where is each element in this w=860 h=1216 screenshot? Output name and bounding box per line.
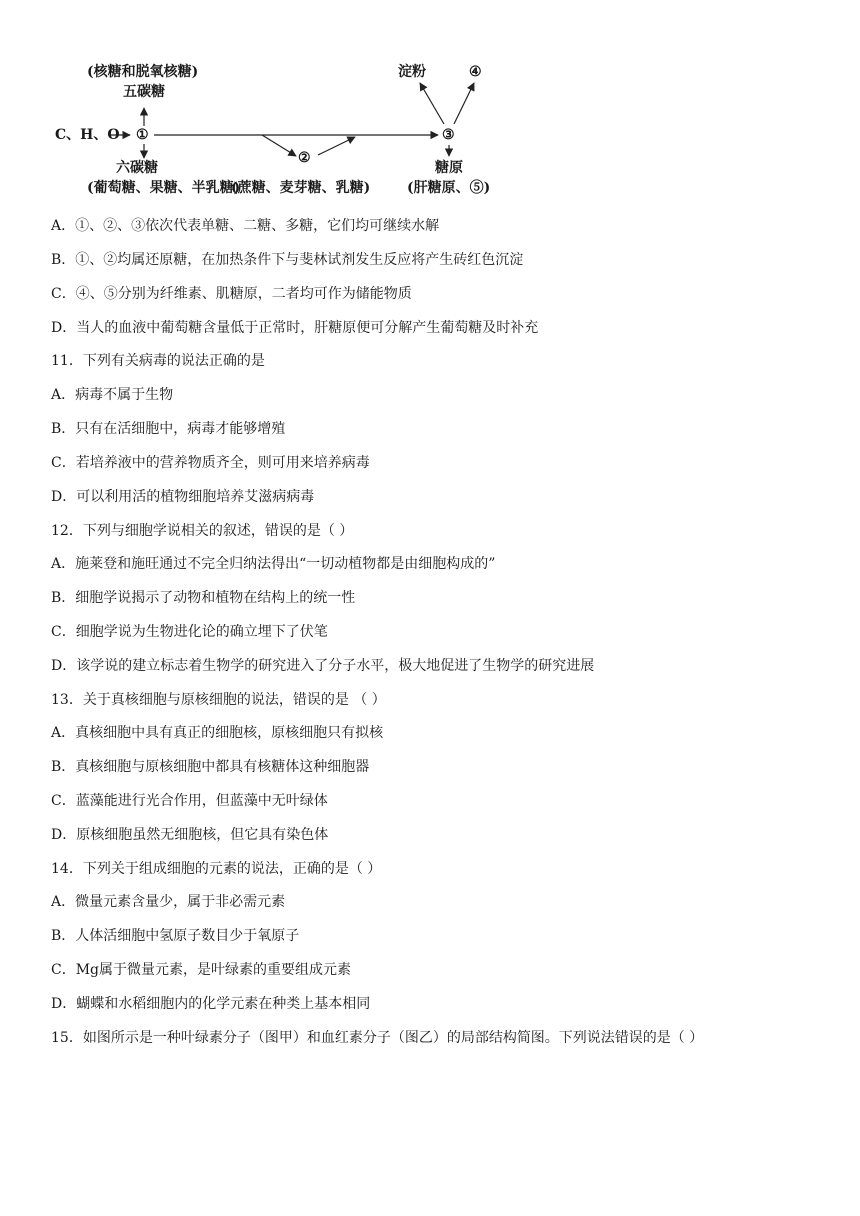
option-line: D．原核细胞虽然无细胞核，但它具有染色体: [51, 827, 329, 843]
option-line: A．①、②、③依次代表单糖、二糖、多糖，它们均可继续水解: [51, 218, 440, 234]
arrow-node3-to-starch: [420, 83, 444, 124]
option-line: B．人体活细胞中氢原子数目少于氧原子: [51, 928, 300, 944]
option-line: D．可以利用活的植物细胞培养艾滋病病毒: [51, 489, 315, 505]
pentose-note: (核糖和脱氧核糖): [87, 64, 199, 80]
option-line: B．①、②均属还原糖，在加热条件下与斐林试剂发生反应将产生砖红色沉淀: [51, 252, 524, 268]
question-stem: 11．下列有关病毒的说法正确的是: [51, 353, 265, 369]
option-line: D．当人的血液中葡萄糖含量低于正常时，肝糖原便可分解产生葡萄糖及时补充: [51, 320, 539, 336]
node-1: ①: [136, 127, 149, 143]
option-line: A．病毒不属于生物: [51, 387, 174, 403]
hexose-label: 六碳糖: [116, 160, 158, 176]
question-stem: 14．下列关于组成细胞的元素的说法，正确的是（ ）: [51, 861, 382, 877]
option-line: C．若培养液中的营养物质齐全，则可用来培养病毒: [51, 455, 370, 471]
option-line: B．真核细胞与原核细胞中都具有核糖体这种细胞器: [51, 759, 370, 775]
disaccharide-note: (蔗糖、麦芽糖、乳糖): [231, 180, 371, 196]
option-line: C．细胞学说为生物进化论的确立埋下了伏笔: [51, 624, 328, 640]
starch-label: 淀粉: [398, 64, 426, 80]
arrow-node2-to-main: [318, 137, 355, 155]
node-2: ②: [298, 150, 311, 166]
option-line: C．Mg属于微量元素，是叶绿素的重要组成元素: [51, 962, 352, 978]
node-4: ④: [469, 64, 482, 80]
option-line: A．微量元素含量少，属于非必需元素: [51, 894, 286, 910]
option-line: C．蓝藻能进行光合作用，但蓝藻中无叶绿体: [51, 793, 328, 809]
pentose-label: 五碳糖: [123, 84, 165, 100]
question-stem: 13．关于真核细胞与原核细胞的说法，错误的是 （ ）: [51, 692, 386, 708]
question-stem: 12．下列与细胞学说相关的叙述，错误的是（ ）: [51, 523, 354, 539]
option-line: C．④、⑤分别为纤维素、肌糖原，二者均可作为储能物质: [51, 286, 412, 302]
node-3: ③: [442, 127, 455, 143]
arrow-to-node2: [262, 135, 296, 156]
hexose-note: (葡萄糖、果糖、半乳糖): [87, 180, 241, 196]
carbohydrate-classification-diagram: [50, 58, 510, 203]
option-line: A．施莱登和施旺通过不完全归纳法得出“一切动植物都是由细胞构成的”: [51, 556, 496, 572]
arrow-node3-to-node4: [454, 83, 474, 124]
option-line: A．真核细胞中具有真正的细胞核，原核细胞只有拟核: [51, 725, 384, 741]
glycogen-label: 糖原: [435, 160, 463, 176]
glycogen-note: (肝糖原、⑤): [407, 180, 491, 196]
question-stem: 15．如图所示是一种叶绿素分子（图甲）和血红素分子（图乙）的局部结构简图。下列说法错误的是（ ）: [51, 1030, 704, 1046]
option-line: B．细胞学说揭示了动物和植物在结构上的统一性: [51, 590, 356, 606]
start-elements: C、H、O: [55, 127, 120, 143]
option-line: D．该学说的建立标志着生物学的研究进入了分子水平，极大地促进了生物学的研究进展: [51, 658, 595, 674]
option-line: B．只有在活细胞中，病毒才能够增殖: [51, 421, 286, 437]
option-line: D．蝴蝶和水稻细胞内的化学元素在种类上基本相同: [51, 996, 371, 1012]
